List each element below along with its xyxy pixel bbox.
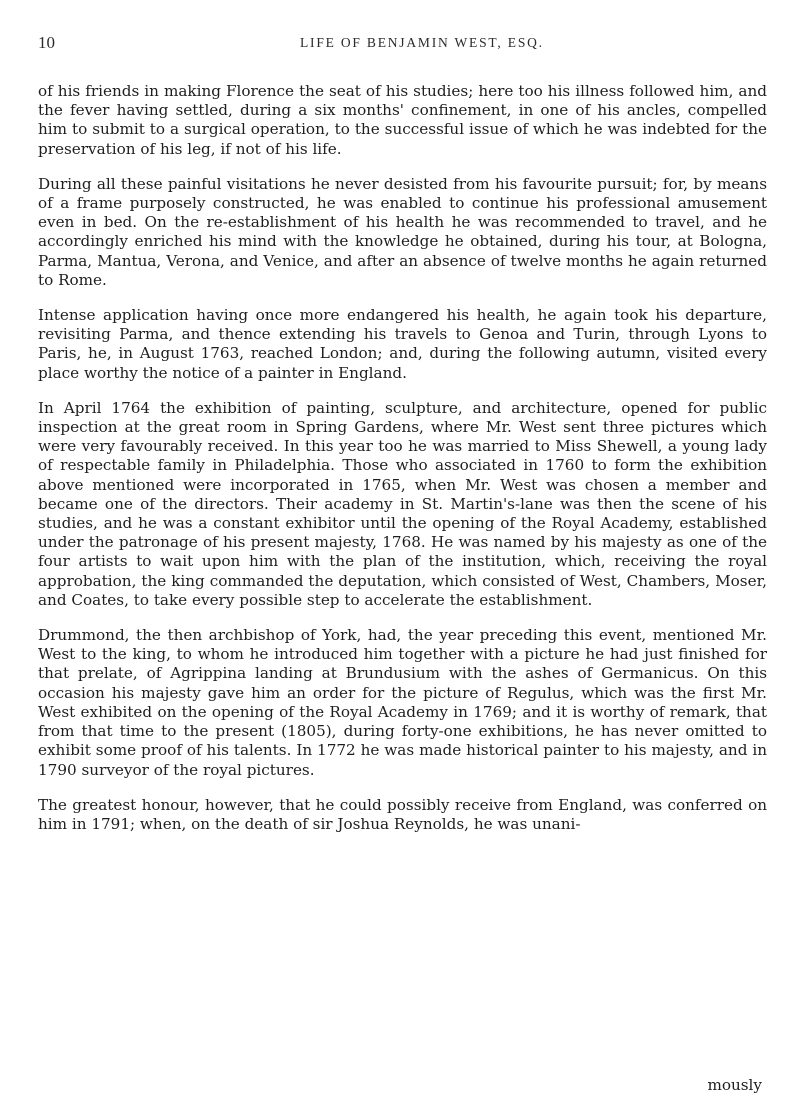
body-text — [38, 82, 767, 850]
paragraph-travels: During all these painful visitations he never desisted from his favourite pursuit; for, by means of a frame purposely constructed, he was enabled to continue his professional amusement even in bed. On the re-establishment of his health he was recommended to travel, and he accordingly enriched his mind with the knowledge he obtained, during his tour, at Bologna, Parma, Mantua, Verona, and Venice, and after an absence of twelve months he again returned to Rome. — [38, 174, 767, 289]
catchword: mously — [707, 1076, 762, 1094]
paragraph-london: Intense application having once more endangered his health, he again took his departure, revisiting Parma, and thence extending his travels to Genoa and Turin, through Lyons to Paris, he, in August 1763, reached London; and, during the following autumn, visited every place worthy the notice of a painter in England. — [38, 306, 767, 382]
paragraph-illness: of his friends in making Florence the seat of his studies; here too his illness followed him, and the fever having settled, during a six months' confinement, in one of his ancles, compelled him to submit to a surgical operation, to the successful issue of which he was indebted for the preservation of his leg, if not of his life. — [38, 82, 767, 158]
paragraph-honour: The greatest honour, however, that he could possibly receive from England, was conferred on him in 1791; when, on the death of sir Joshua Reynolds, he was unani- — [38, 795, 767, 833]
running-title: LIFE OF BENJAMIN WEST, ESQ. — [300, 35, 544, 50]
running-head — [38, 33, 762, 55]
paragraph-exhibition: In April 1764 the exhibition of painting, sculpture, and architecture, opened for public inspection at the great room in Spring Gardens, where Mr. West sent three pictures which were very favourably received. In this year too he was married to Miss Shewell, a young lady of respectable family in Philadelphia. Those who associated in 1760 to form the exhibition above mentioned were incorporated in 1765, when Mr. West was chosen a member and became one of the directors. Their academy in St. Martin's-lane was then the scene of his studies, and he was a constant exhibitor until the opening of the Royal Academy, established under the patronage of his present majesty, 1768. He was named by his majesty as one of the four artists to wait upon him with the plan of the institution, which, receiving the royal approbation, the king commanded the deputation, which consisted of West, Chambers, Moser, and Coates, to take every possible step to accelerate the establishment. — [38, 398, 767, 609]
page-number: 10 — [38, 33, 55, 52]
paragraph-drummond: Drummond, the then archbishop of York, had, the year preceding this event, mentioned Mr. West to the king, to whom he introduced him together with a picture he had just finished for that prelate, of Agrippina landing at Brundusium with the ashes of Germanicus. On this occasion his majesty gave him an order for the picture of Regulus, which was the first Mr. West exhibited on the opening of the Royal Academy in 1769; and it is worthy of remark, that from that time to the present (1805), during forty-one exhibitions, he has never omitted to exhibit some proof of his talents. In 1772 he was made historical painter to his majesty, and in 1790 surveyor of the royal pictures. — [38, 626, 767, 779]
